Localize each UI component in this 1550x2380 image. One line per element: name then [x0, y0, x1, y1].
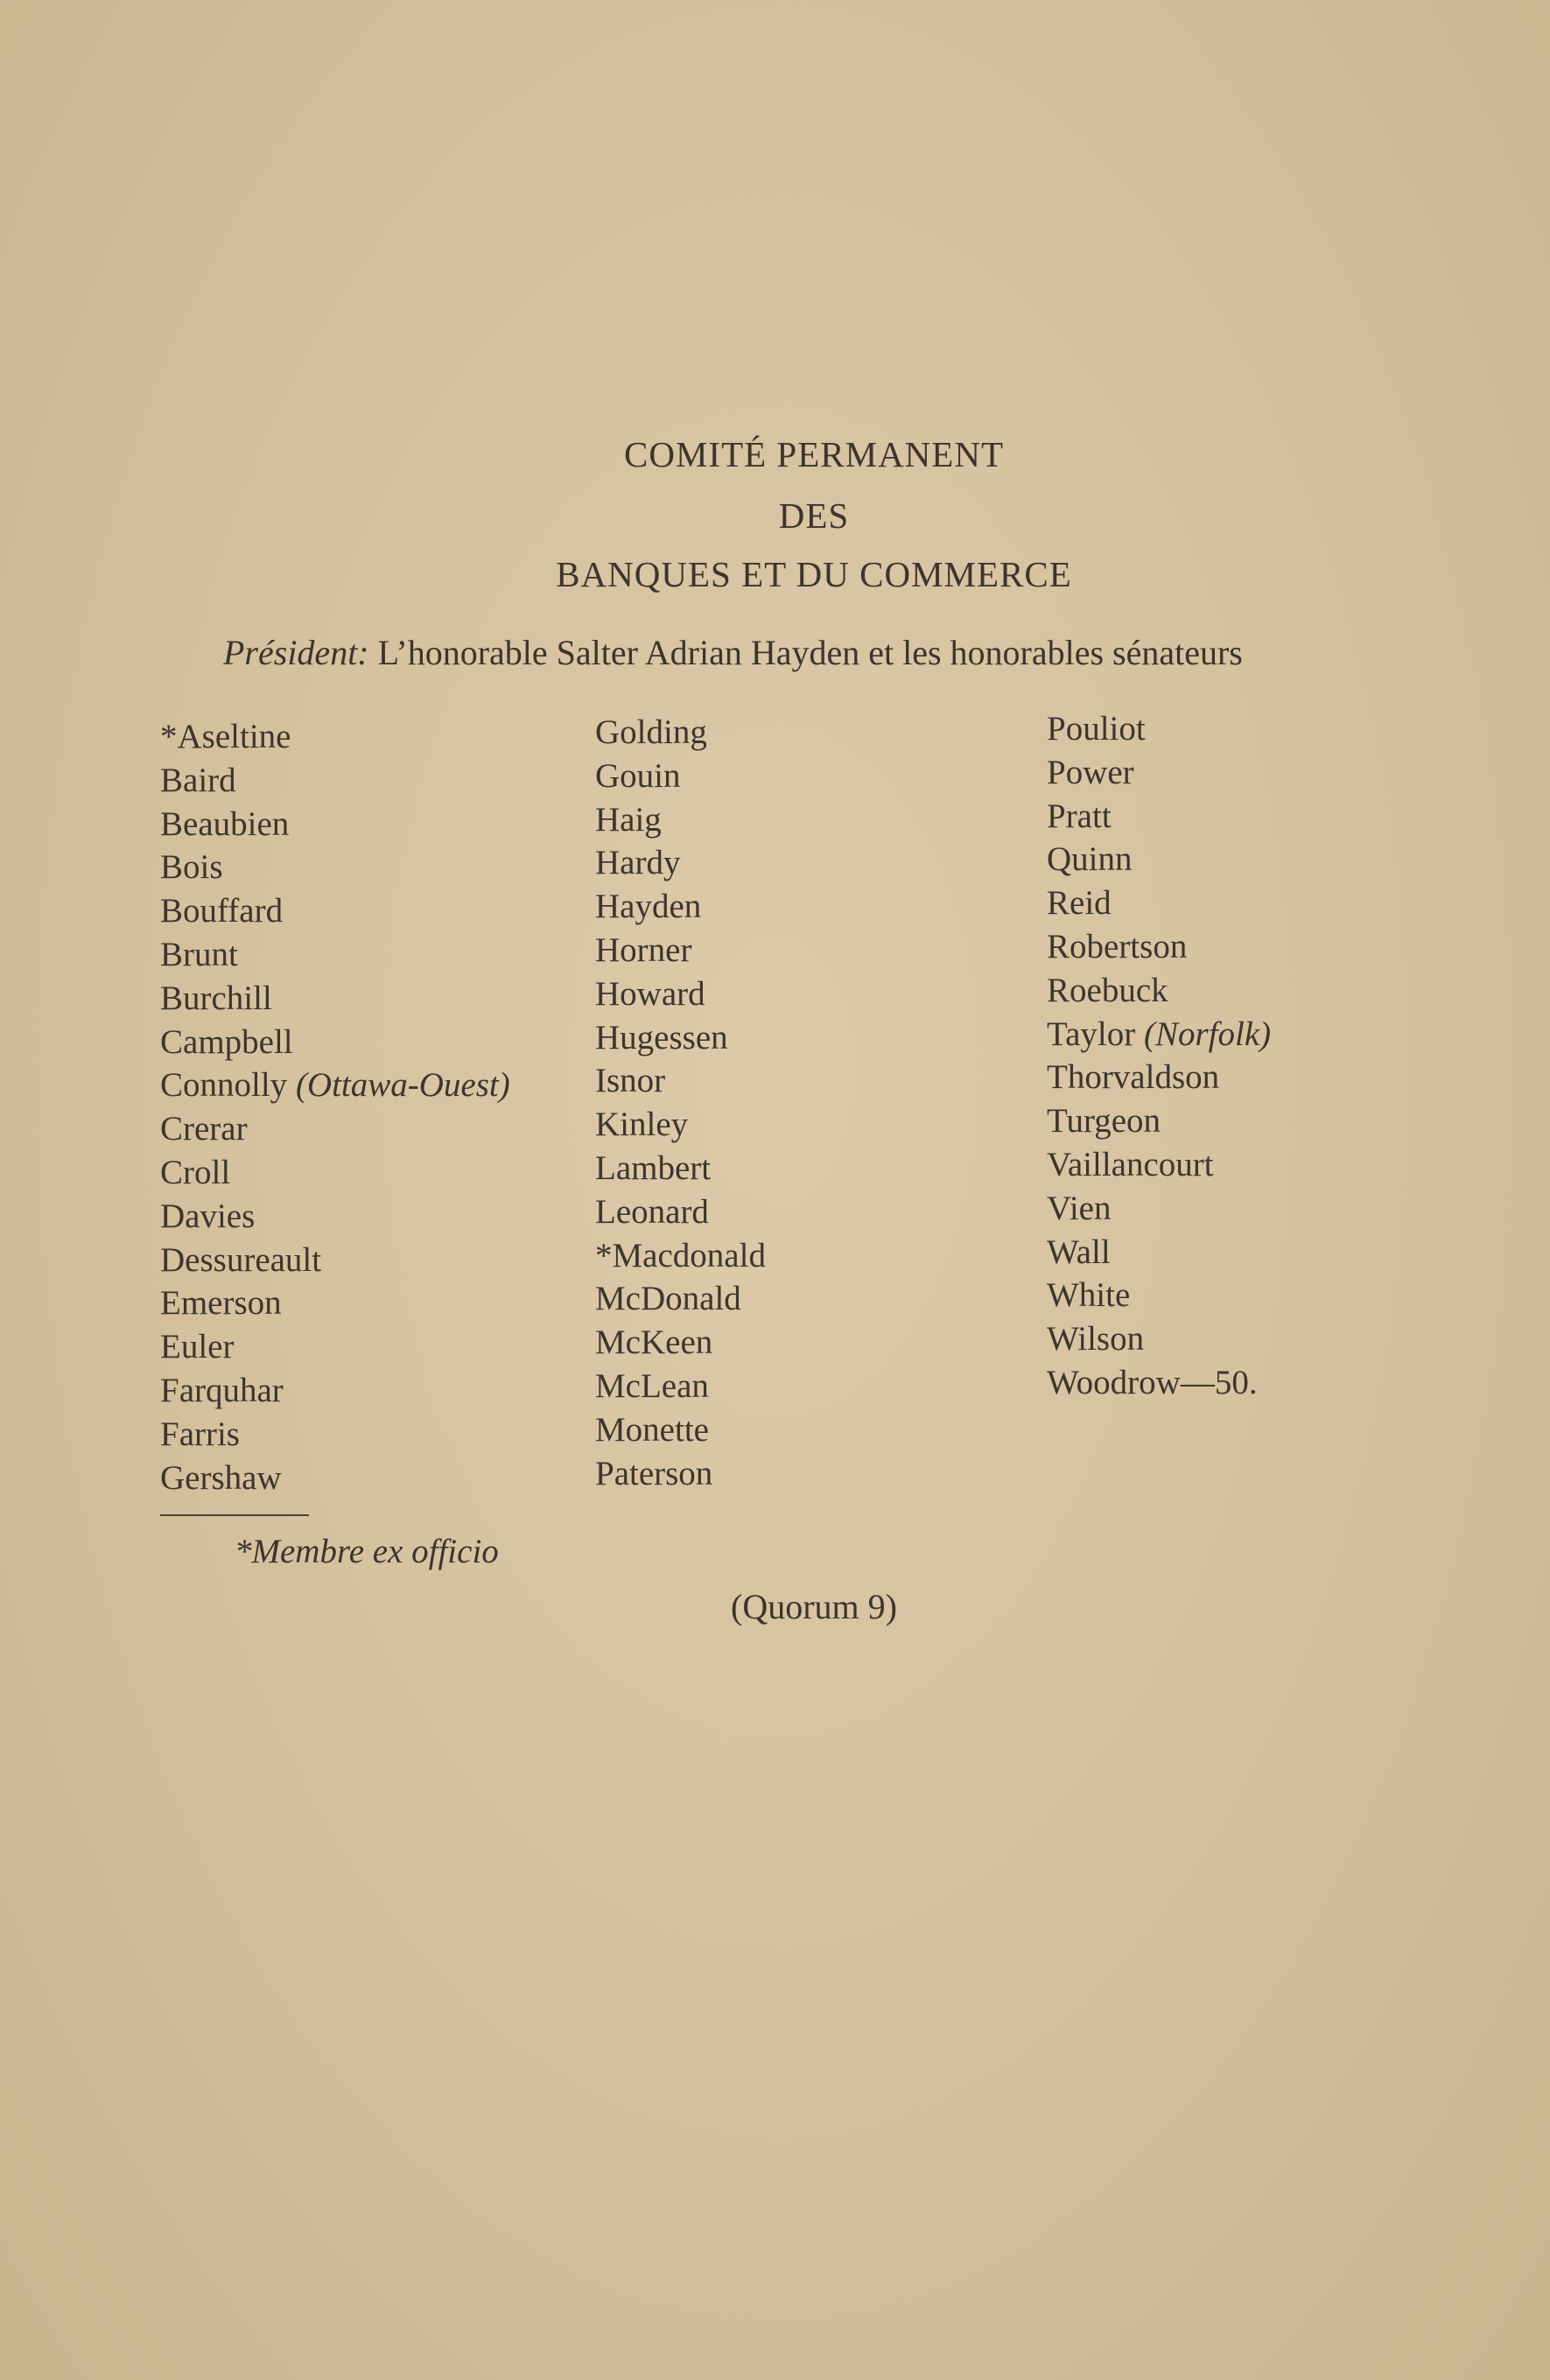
senator-surname: Campbell [160, 1022, 293, 1061]
senator-surname: Wilson [1047, 1320, 1145, 1358]
senator-name [1047, 795, 1271, 839]
senator-name [160, 1151, 510, 1195]
senator-surname: White [1047, 1276, 1131, 1315]
senator-name [1047, 925, 1271, 969]
senator-surname: Paterson [595, 1454, 713, 1492]
senator-surname: Pouliot [1047, 710, 1146, 748]
senator-name [595, 1147, 766, 1190]
senator-name [595, 1408, 766, 1452]
senator-surname: Monette [595, 1410, 709, 1449]
senator-surname: Horner [595, 930, 692, 969]
senator-name [1047, 1361, 1271, 1405]
senator-surname: Reid [1047, 884, 1112, 923]
senator-name [160, 803, 510, 846]
senator-surname: Bois [160, 848, 223, 887]
senator-name [160, 1239, 510, 1282]
senator-name [1047, 1187, 1271, 1231]
senator-surname: Robertson [1047, 927, 1188, 965]
senator-name [1047, 1056, 1271, 1099]
senator-name [1047, 1013, 1271, 1057]
senator-name [595, 929, 766, 972]
senator-surname: *Aseltine [160, 718, 291, 755]
senator-surname: Dessureault [160, 1240, 322, 1279]
president-line [223, 632, 1243, 673]
senator-surname: Thorvaldson [1047, 1058, 1220, 1097]
senator-surname: McDonald [595, 1280, 741, 1318]
senator-surname: Hugessen [595, 1018, 728, 1057]
senator-name [595, 1234, 766, 1278]
senator-name [160, 1195, 510, 1239]
senator-name [595, 798, 766, 842]
senator-surname: Pratt [1047, 797, 1112, 835]
senator-surname: Haig [595, 800, 662, 839]
president-text: L’honorable Salter Adrian Hayden et les honorables sénateurs [368, 633, 1243, 672]
senator-name [160, 1413, 510, 1457]
senator-name [1047, 751, 1271, 795]
senator-surname: Baird [160, 761, 236, 799]
senator-surname: *Macdonald [595, 1236, 766, 1274]
senator-surname: Wall [1047, 1232, 1111, 1271]
committee-title-line-1: COMITÉ PERMANENT [624, 434, 1004, 474]
footnote-rule [160, 1514, 309, 1516]
senator-surname: Brunt [160, 935, 238, 973]
senators-column-3 [1047, 707, 1271, 1405]
senator-name [595, 1190, 766, 1234]
senator-name [1047, 881, 1271, 925]
senators-column-1 [160, 715, 510, 1499]
senator-surname: Power [1047, 753, 1134, 791]
senator-surname: Crerar [160, 1110, 248, 1148]
senator-surname: Emerson [160, 1284, 282, 1323]
senator-surname: Golding [595, 713, 707, 751]
senator-surname: Beaubien [160, 804, 290, 843]
senator-name [160, 933, 510, 977]
senator-surname: Davies [160, 1197, 256, 1235]
senator-name [1047, 838, 1271, 881]
senator-name [595, 1277, 766, 1321]
senator-name [1047, 1317, 1271, 1361]
senator-name [1047, 1143, 1271, 1187]
senator-name [595, 972, 766, 1016]
senator-surname: Kinley [595, 1106, 689, 1144]
senator-name [595, 841, 766, 885]
senator-surname: Farris [160, 1415, 240, 1453]
senator-name [160, 889, 510, 933]
senator-surname: Gershaw [160, 1458, 282, 1497]
senator-name [160, 1457, 510, 1500]
senator-name [1047, 1099, 1271, 1143]
senator-name [1047, 969, 1271, 1013]
senator-name [1047, 1274, 1271, 1317]
footnote: *Membre ex officio [235, 1533, 499, 1570]
senator-name [160, 1325, 510, 1369]
senator-name [595, 1059, 766, 1103]
senator-name [160, 1021, 510, 1064]
senator-name [160, 1064, 510, 1107]
senator-surname: Leonard [595, 1192, 709, 1231]
senator-surname: Woodrow—50. [1047, 1363, 1258, 1401]
senator-surname: Lambert [595, 1148, 712, 1187]
senator-surname: Isnor [595, 1062, 666, 1100]
senator-name [595, 1365, 766, 1408]
senator-surname: Vaillancourt [1047, 1145, 1214, 1183]
senator-name [160, 759, 510, 803]
senator-name [160, 977, 510, 1021]
senator-surname: Vien [1047, 1189, 1112, 1227]
senator-surname: Hayden [595, 888, 702, 926]
senator-name [1047, 707, 1271, 751]
senator-surname: Turgeon [1047, 1102, 1161, 1141]
senator-name [1047, 1231, 1271, 1274]
senator-name [160, 715, 510, 759]
senator-surname: McLean [595, 1366, 709, 1405]
senator-name [595, 1103, 766, 1147]
senator-division: (Norfolk) [1143, 1014, 1272, 1053]
senator-surname: Croll [160, 1153, 231, 1191]
senator-name [595, 711, 766, 755]
senator-surname: Euler [160, 1328, 235, 1366]
senator-surname: Roebuck [1047, 971, 1168, 1009]
senator-name [160, 1281, 510, 1325]
committee-title-line-2: DES [778, 495, 850, 536]
senator-name [595, 885, 766, 929]
senator-name [595, 1452, 766, 1496]
senator-surname: Burchill [160, 979, 272, 1017]
senator-name [595, 1016, 766, 1060]
quorum-note: (Quorum 9) [731, 1587, 897, 1626]
senator-surname: Gouin [595, 756, 681, 795]
senator-surname: Farquhar [160, 1371, 284, 1409]
senator-surname: Taylor [1047, 1014, 1144, 1053]
senator-surname: Connolly [160, 1066, 296, 1105]
senator-name [595, 755, 766, 798]
senator-surname: Bouffard [160, 892, 284, 930]
president-label: Président: [223, 633, 369, 672]
senator-name [160, 1107, 510, 1151]
committee-title-line-3: BANQUES ET DU COMMERCE [556, 554, 1072, 594]
senator-surname: Quinn [1047, 840, 1133, 879]
senator-name [160, 846, 510, 889]
senator-surname: McKeen [595, 1323, 713, 1362]
senator-division: (Ottawa-Ouest) [295, 1066, 510, 1105]
senator-surname: Howard [595, 974, 705, 1013]
senator-name [595, 1321, 766, 1365]
senator-name [160, 1369, 510, 1413]
senators-column-2 [595, 711, 766, 1495]
senator-surname: Hardy [595, 844, 681, 882]
